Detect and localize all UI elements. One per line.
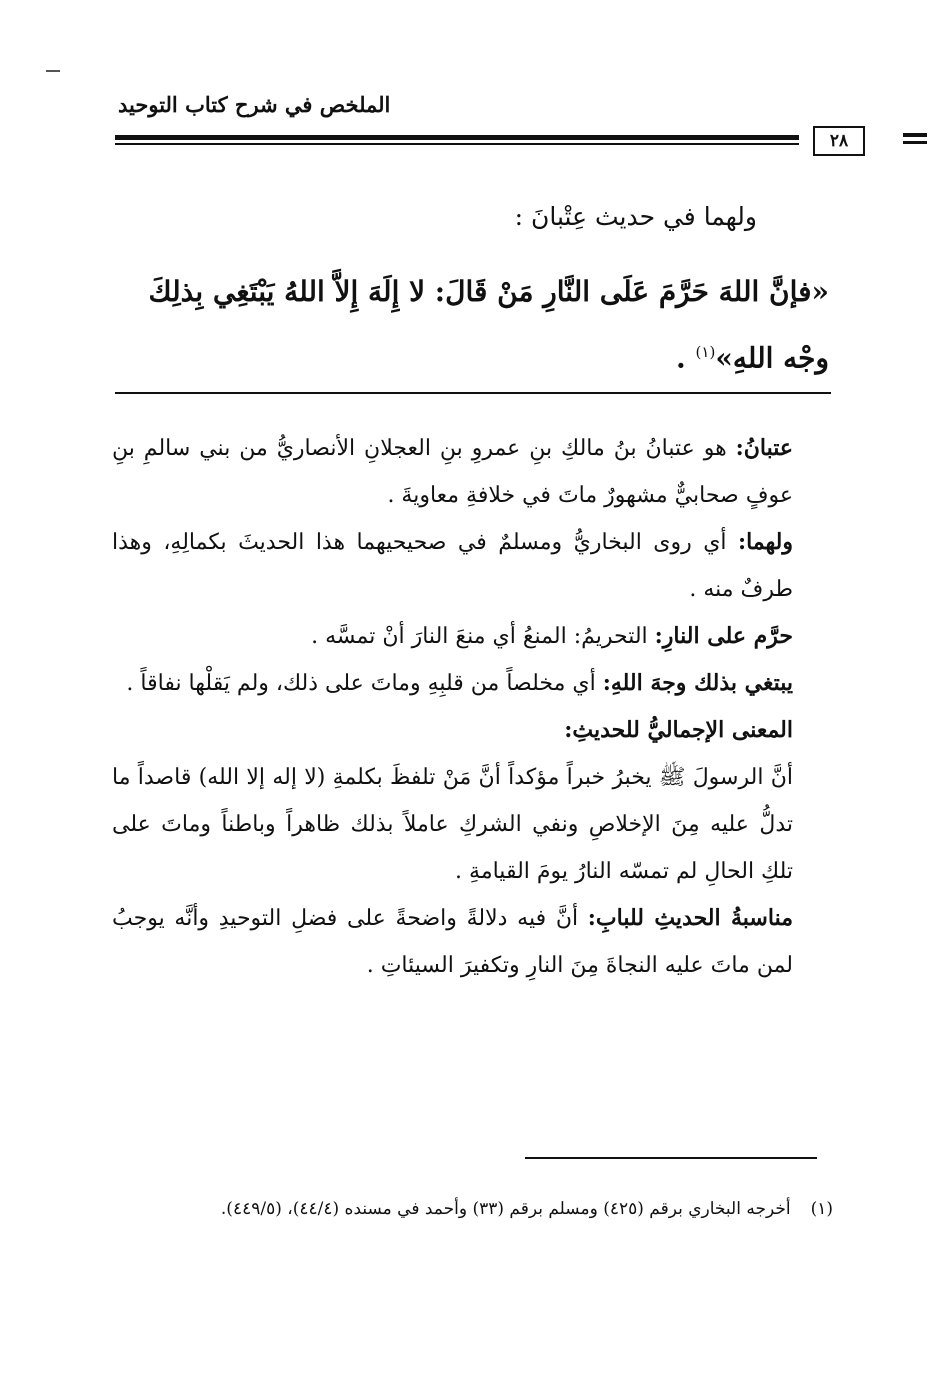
scan-mark bbox=[46, 70, 60, 72]
explanation-term: يبتغي بذلك وجهَ اللهِ: bbox=[602, 670, 793, 696]
explanation-text: أي مخلصاً من قلبِهِ وماتَ على ذلك، ولم يَقلْها نفاقاً . bbox=[126, 671, 603, 696]
relevance-item bbox=[112, 895, 831, 989]
explanation-item bbox=[112, 519, 831, 613]
explanation-text: أي روى البخاريُّ ومسلمٌ في صحيحيهما هذا الحديثَ بكمالِهِ، وهذا طرفٌ منه . bbox=[112, 530, 793, 602]
header-rule-thin bbox=[115, 143, 799, 145]
explanation-item bbox=[112, 660, 831, 707]
footnote-text: أخرجه البخاري برقم (٤٢٥) ومسلم برقم (٣٣) وأحمد في مسنده (٤٤/٤)، (٤٤٩/٥). bbox=[220, 1199, 791, 1219]
relevance-text: أنَّ فيه دلالةً واضحةً على فضلِ التوحيدِ وأنَّه يوجبُ لمن ماتَ عليه النجاةَ مِنَ النارِ وتكفيرَ السيئاتِ . bbox=[112, 906, 793, 978]
header-rule bbox=[115, 135, 799, 140]
explanation-item bbox=[112, 425, 831, 519]
general-meaning-heading: المعنى الإجماليُّ للحديثِ: bbox=[564, 717, 793, 743]
explanation-item bbox=[112, 613, 831, 660]
header-rule-stub-lower bbox=[903, 141, 927, 144]
running-title: الملخص في شرح كتاب التوحيد bbox=[118, 92, 391, 117]
header-rule-stub bbox=[903, 133, 927, 137]
hadith-text bbox=[112, 262, 829, 388]
explanation-term: حرَّم على النارِ: bbox=[654, 623, 793, 649]
footnote bbox=[112, 1192, 833, 1226]
footnote-number: (١) bbox=[810, 1199, 833, 1219]
explanation-text: التحريمُ: المنعُ أي منعَ النارَ أنْ تمسَّه . bbox=[311, 624, 655, 649]
general-meaning-text: أنَّ الرسولَ ﷺ يخبرُ خبراً مؤكداً أنَّ مَنْ تلفظَ بكلمةِ (لا إله إلا الله) قاصداً ما تدلُّ عليه مِنَ الإخلاصِ ونفي الشركِ عاملاً بذلك ظاهراً وباطناً وماتَ على تلكِ الحالِ لم تمسّه النارُ يومَ القيامةِ . bbox=[112, 765, 793, 884]
intro-line: ولهما في حديث عِتْبانَ : bbox=[514, 202, 757, 231]
explanation-term: ولهما: bbox=[737, 529, 793, 555]
relevance-term: مناسبةُ الحديثِ للبابِ: bbox=[587, 905, 793, 931]
explanation-term: عتبانُ: bbox=[735, 435, 793, 461]
section-divider bbox=[115, 392, 831, 394]
page-number: ٢٨ bbox=[813, 126, 865, 156]
footnote-divider bbox=[525, 1157, 817, 1159]
hadith-body: «فإنَّ اللهَ حَرَّمَ عَلَى النَّارِ مَنْ قَالَ: لا إِلَهَ إِلاَّ اللهُ يَبْتَغِي بِذلِكَ وجْه اللهِ» bbox=[148, 275, 829, 375]
explanation-text: هو عتبانُ بنُ مالكِ بنِ عمروِ بنِ العجلانِ الأنصاريُّ من بني سالمِ بنِ عوفٍ صحابيٌّ مشهورٌ ماتَ في خلافةِ معاويةَ . bbox=[112, 436, 793, 508]
hadith-end: . bbox=[676, 341, 696, 375]
footnote-reference: (١) bbox=[695, 343, 716, 361]
explanation-section bbox=[112, 425, 831, 989]
